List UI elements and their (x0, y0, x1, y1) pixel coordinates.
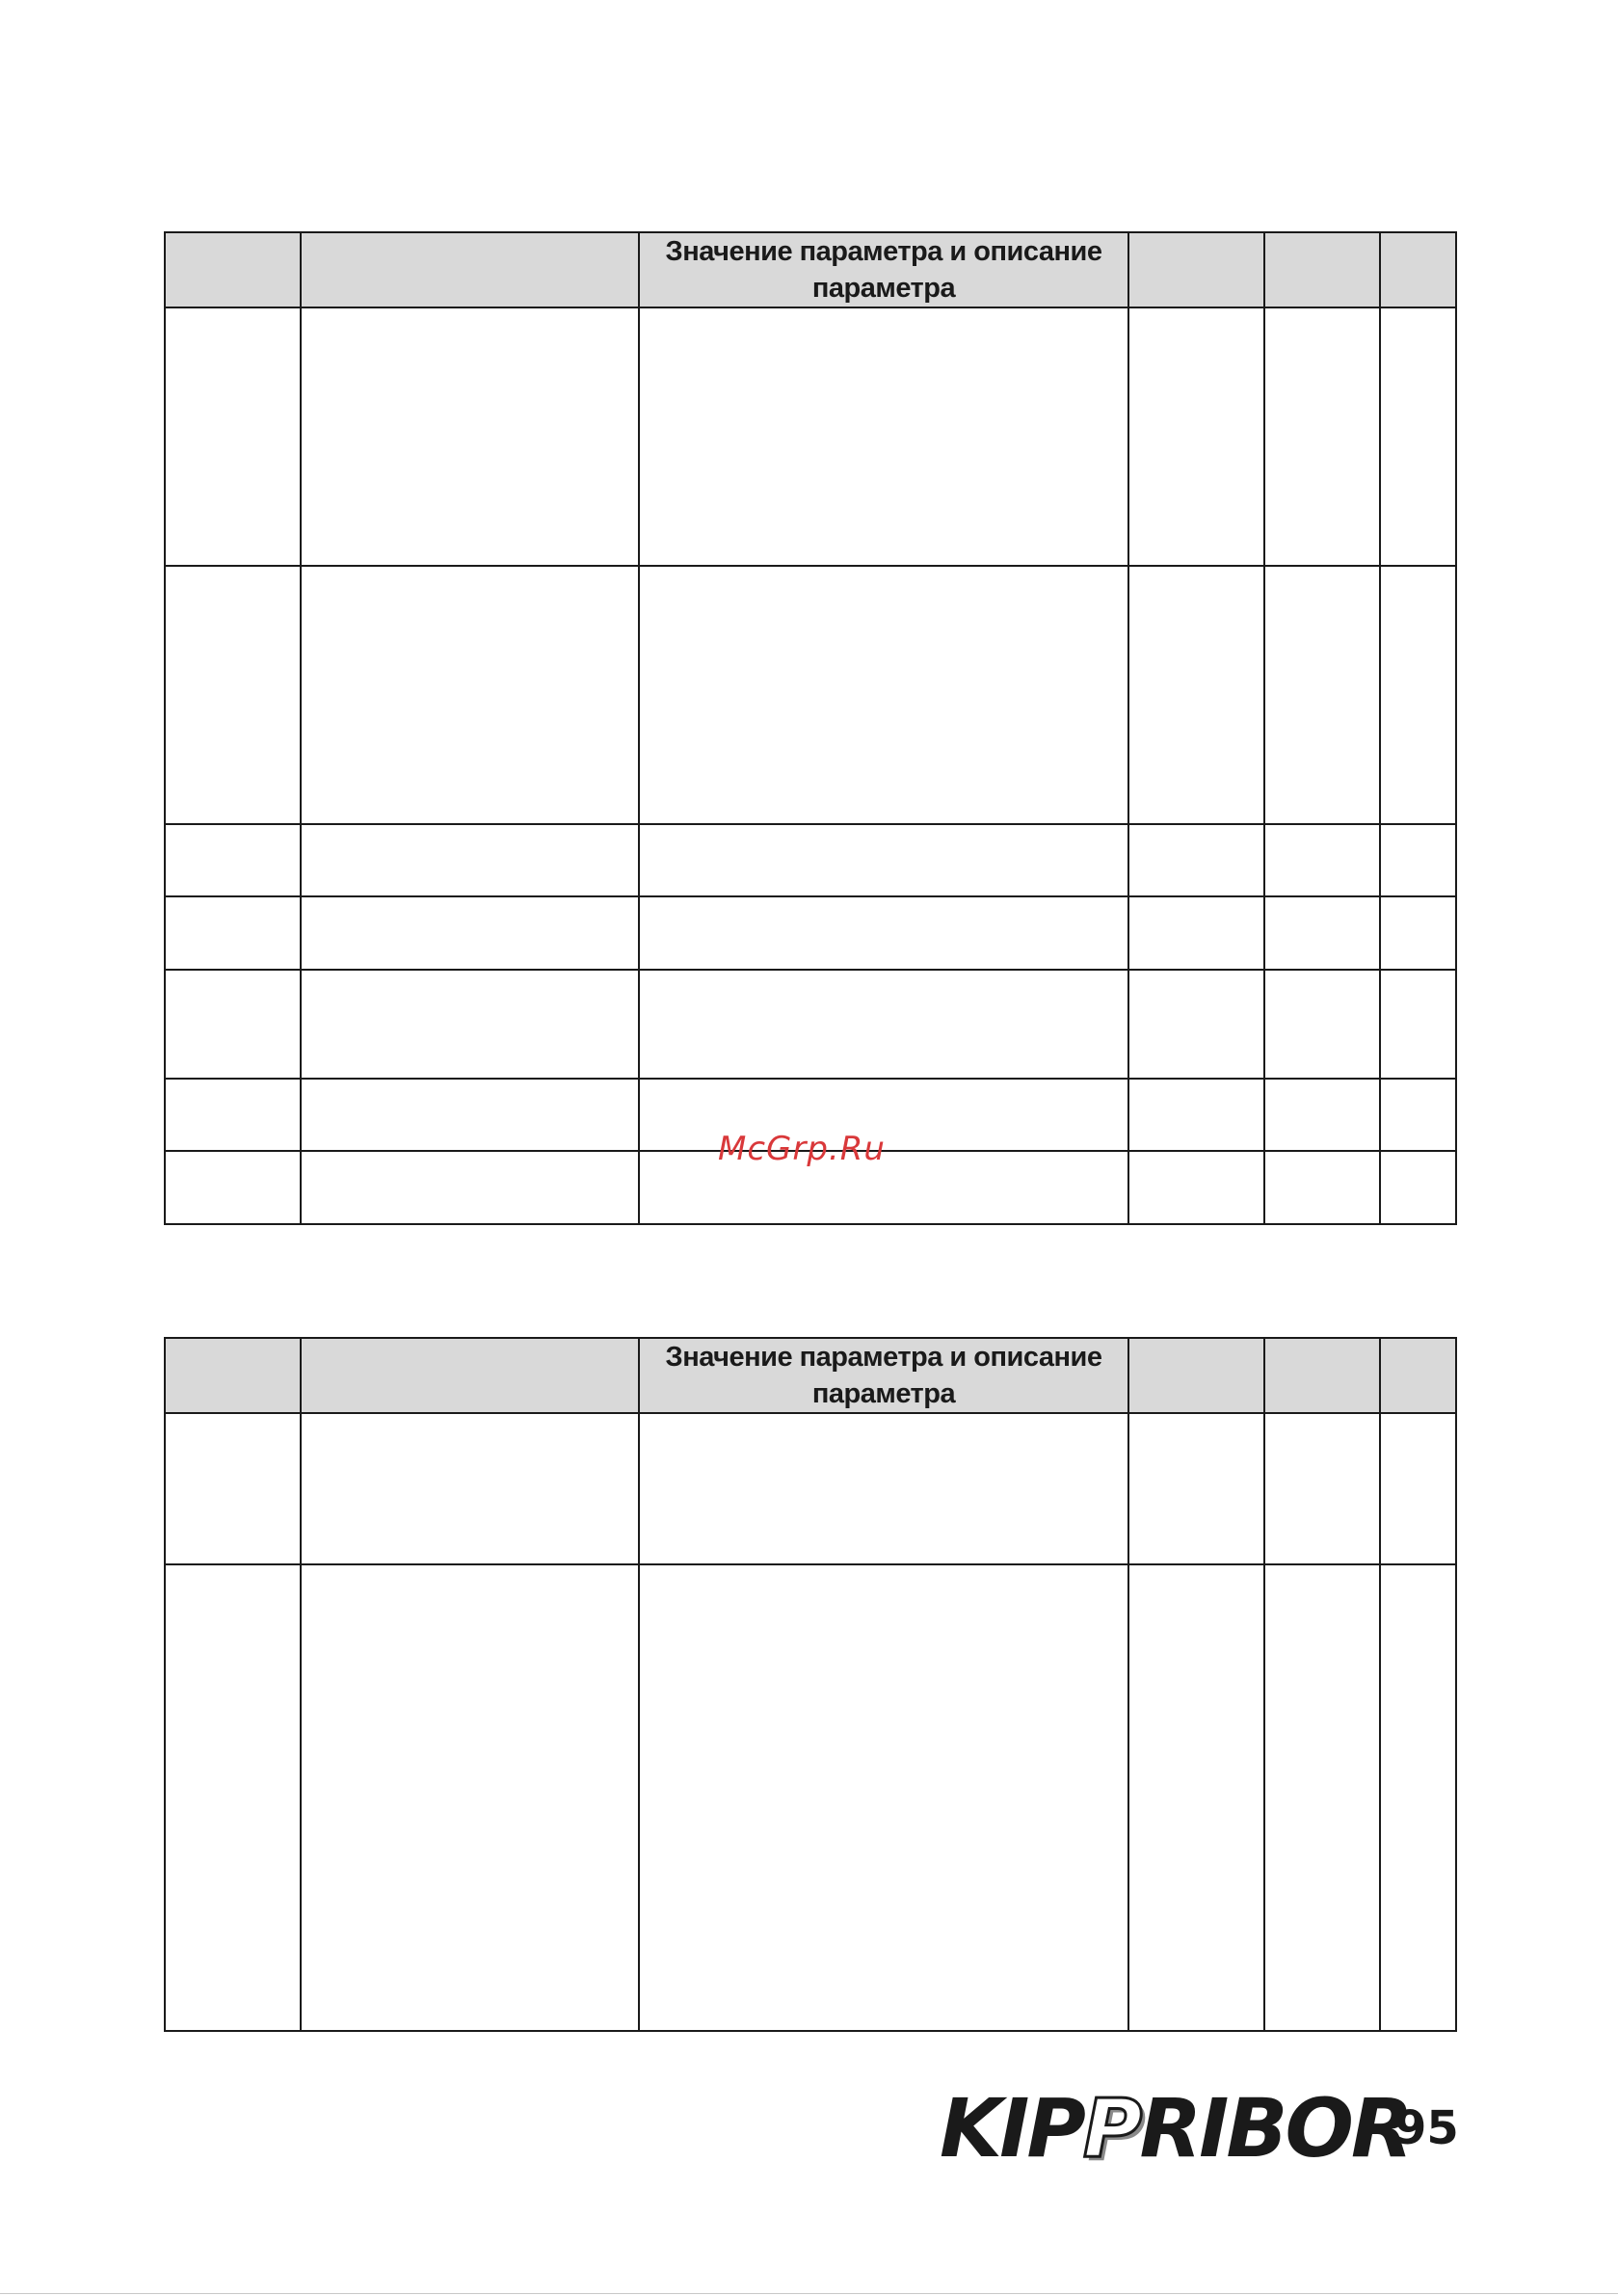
kippribor-logo (940, 2080, 1411, 2176)
table-row (165, 307, 1456, 566)
header-cell-5 (1264, 1338, 1380, 1413)
table-row (165, 896, 1456, 970)
header-cell-6 (1380, 1338, 1456, 1413)
table-header-row (165, 232, 1456, 307)
logo-text-part1: KIP (940, 2081, 1083, 2176)
header-cell-5 (1264, 232, 1380, 307)
table-row (165, 566, 1456, 824)
table-row (165, 1413, 1456, 1564)
table-header-row (165, 1338, 1456, 1413)
header-cell-value-description: Значение параметра и описание параметра (639, 232, 1128, 307)
watermark: McGrp.Ru (718, 1130, 886, 1168)
header-cell-2 (301, 232, 639, 307)
page-number: 95 (1394, 2101, 1459, 2155)
table-row (165, 970, 1456, 1079)
header-cell-1 (165, 1338, 301, 1413)
table-row (165, 1564, 1456, 2031)
footer-divider (0, 2293, 1618, 2294)
table-row (165, 824, 1456, 896)
logo-text-part2: RIBOR (1139, 2081, 1411, 2176)
header-cell-1 (165, 232, 301, 307)
header-cell-4 (1128, 1338, 1264, 1413)
header-cell-2 (301, 1338, 639, 1413)
parameter-table-1 (164, 231, 1457, 1225)
header-cell-6 (1380, 232, 1456, 307)
header-cell-value-description: Значение параметра и описание параметра (639, 1338, 1128, 1413)
logo-text-accent: P (1082, 2081, 1140, 2176)
parameter-table-2 (164, 1337, 1457, 2032)
header-cell-4 (1128, 232, 1264, 307)
